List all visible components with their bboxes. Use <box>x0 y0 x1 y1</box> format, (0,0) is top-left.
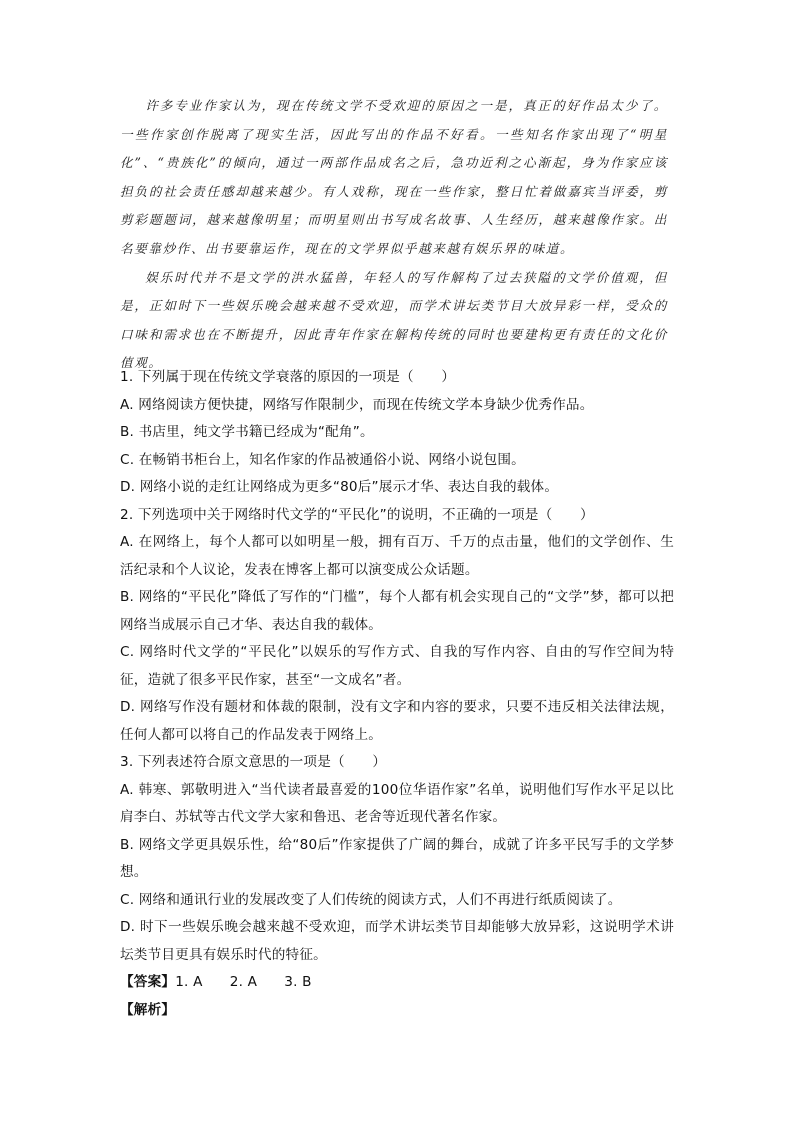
question-1 <box>120 364 674 502</box>
option-d: D. 网络小说的走红让网络成为更多“80后”展示才华、表达自我的载体。 <box>120 479 559 495</box>
passage-paragraph-2: 娱乐时代并不是文学的洪水猛兽，年轻人的写作解构了过去狭隘的文学价值观，但是，正如时下一些娱乐晚会越来越不受欢迎，而学术讲坛类节目大放异彩一样，受众的口味和需求也在不断提升，因此青年作家在解构传统的同时也要建构更有责任的文化价值观。 <box>120 269 668 371</box>
option-d: D. 网络写作没有题材和体裁的限制，没有文字和内容的要求，只要不违反相关法律法规，任何人都可以将自己的作品发表于网络上。 <box>120 699 674 743</box>
answer-line <box>120 969 674 997</box>
option-b: B. 书店里，纯文学书籍已经成为“配角”。 <box>120 424 374 440</box>
option-b: B. 网络的“平民化”降低了写作的“门槛”，每个人都有机会实现自己的“文学”梦，都可以把网络当成展示自己才华、表达自我的载体。 <box>120 589 674 633</box>
option-a: A. 韩寒、郭敬明进入“当代读者最喜爱的100位华语作家”名单，说明他们写作水平足以比肩李白、苏轼等古代文学大家和鲁迅、老舍等近现代著名作家。 <box>120 781 674 825</box>
option-c: C. 网络和通讯行业的发展改变了人们传统的阅读方式，人们不再进行纸质阅读了。 <box>120 891 622 908</box>
option-c: C. 在畅销书柜台上，知名作家的作品被通俗小说、网络小说包围。 <box>120 451 525 468</box>
option-a: A. 在网络上，每个人都可以如明星一般，拥有百万、千万的点击量，他们的文学创作、生活纪录和个人议论，发表在博客上都可以演变成公众话题。 <box>120 534 674 578</box>
option-b: B. 网络文学更具娱乐性，给“80后”作家提供了广阔的舞台，成就了许多平民写手的文学梦想。 <box>120 836 674 880</box>
answer-item-2: 2. A <box>229 974 258 990</box>
answer-item-1: 1. A <box>175 974 203 990</box>
question-2 <box>120 502 674 750</box>
question-stem: 2. 下列选项中关于网络时代文学的“平民化”的说明，不正确的一项是（ ） <box>120 506 594 523</box>
option-a: A. 网络阅读方便快捷，网络写作限制少，而现在传统文学本身缺少优秀作品。 <box>120 396 594 413</box>
option-c: C. 网络时代文学的“平民化”以娱乐的写作方式、自我的写作内容、自由的写作空间为特征，造就了很多平民作家，甚至“一文成名”者。 <box>120 644 674 688</box>
analysis-label: 【解析】 <box>120 1001 176 1018</box>
reading-passage <box>120 92 668 378</box>
passage-paragraph-1: 许多专业作家认为，现在传统文学不受欢迎的原因之一是，真正的好作品太少了。一些作家创作脱离了现实生活，因此写出的作品不好看。一些知名作家出现了“明星化”、“贵族化”的倾向，通过一两部作品成名之后，急功近利之心渐起，身为作家应该担负的社会责任感却越来越少。有人戏称，现在一些作家，整日忙着做嘉宾当评委，剪剪彩题题词，越来越像明星；而明星则出书写成名故事、人生经历，越来越像作家。出名要靠炒作、出书要靠运作，现在的文学界似乎越来越有娱乐界的味道。 <box>120 98 668 256</box>
answer-item-3: 3. B <box>284 974 312 990</box>
option-d: D. 时下一些娱乐晚会越来越不受欢迎，而学术讲坛类节目却能够大放异彩，这说明学术讲坛类节目更具有娱乐时代的特征。 <box>120 919 674 963</box>
question-3 <box>120 749 674 969</box>
question-stem: 1. 下列属于现在传统文学衰落的原因的一项是（ ） <box>120 369 456 385</box>
question-stem: 3. 下列表述符合原文意思的一项是（ ） <box>120 754 387 770</box>
answer-label: 【答案】 <box>120 974 176 990</box>
questions-section <box>120 364 674 1024</box>
